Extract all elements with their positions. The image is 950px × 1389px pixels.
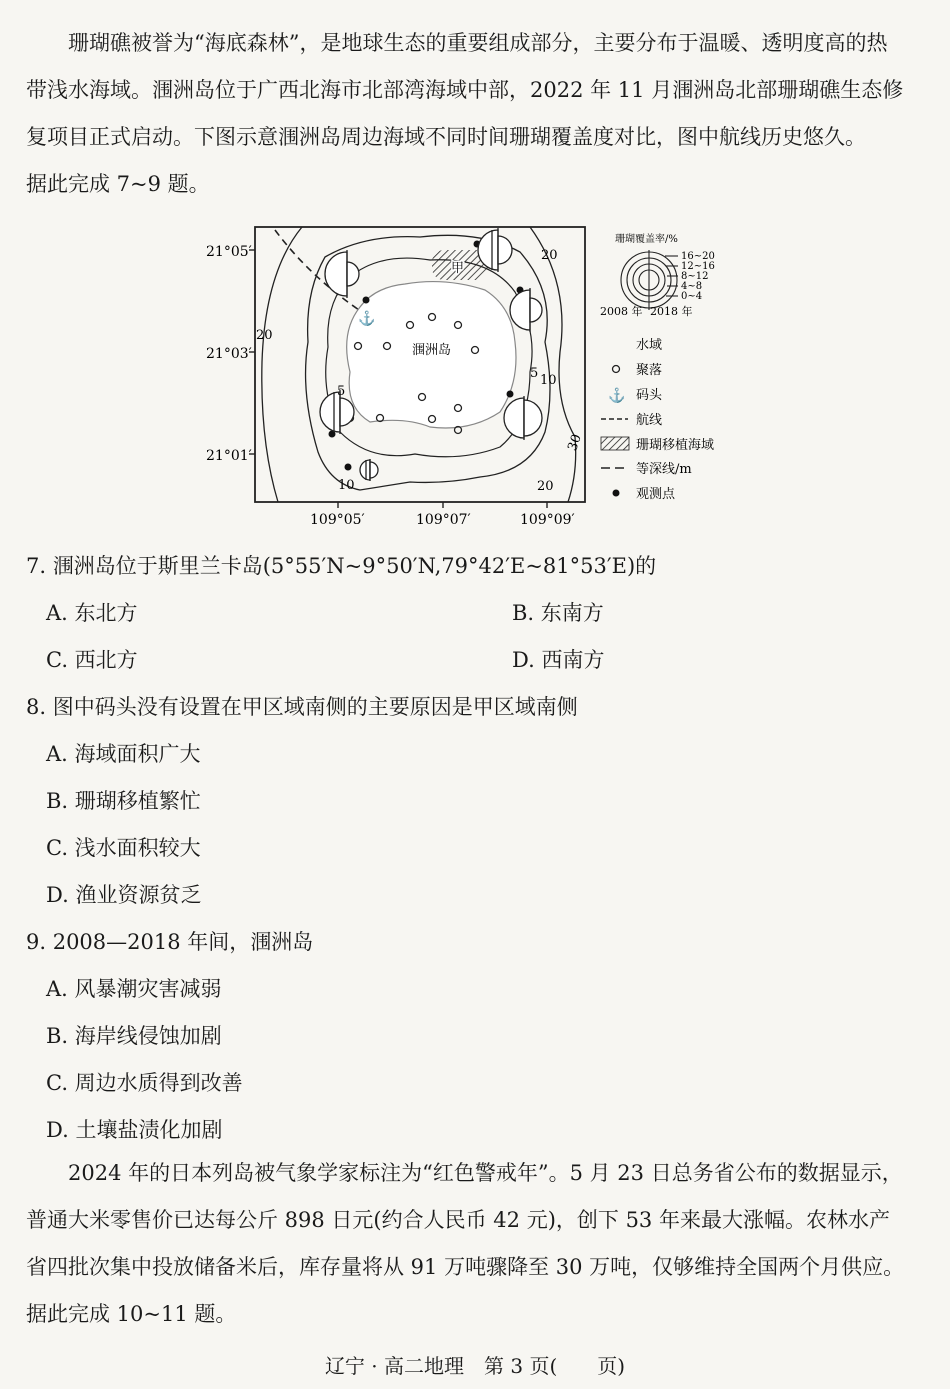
contour-label: 20 xyxy=(256,328,273,343)
intro-line: 复项目正式启动。下图示意涠洲岛周边海域不同时间珊瑚覆盖度对比，图中航线历史悠久。 xyxy=(26,125,866,149)
question-7-option-c: C. 西北方 xyxy=(46,648,138,672)
legend-water: 水域 xyxy=(636,338,663,353)
legend-observation: 观测点 xyxy=(636,487,676,502)
legend-coverage-symbol xyxy=(621,250,678,310)
contour-label: 10 xyxy=(338,478,355,493)
question-7-stem: 7. 涠洲岛位于斯里兰卡岛(5°55′N~9°50′N,79°42′E~81°53′E)的 xyxy=(26,554,657,578)
lon-label: 109°07′ xyxy=(416,512,471,528)
question-8-option-b: B. 珊瑚移植繁忙 xyxy=(46,789,201,813)
lat-label: 21°01′ xyxy=(206,448,252,464)
legend-year-2018: 2018 年 xyxy=(650,305,693,318)
legend-transplant-icon xyxy=(601,437,629,450)
question-7-option-d: D. 西南方 xyxy=(512,648,605,672)
legend-coverage-title: 珊瑚覆盖率/% xyxy=(615,234,678,245)
contour-label: 5 xyxy=(530,366,539,381)
intro-paragraph-2 xyxy=(26,1150,926,1338)
question-8-option-c: C. 浅水面积较大 xyxy=(46,836,201,860)
legend-route: 航线 xyxy=(636,413,663,428)
page-footer: 辽宁 · 高二地理 第 3 页( 页) xyxy=(324,1354,626,1378)
legend-range: 8~12 xyxy=(681,271,709,282)
lon-label: 109°09′ xyxy=(520,512,575,528)
intro-line: 省四批次集中投放储备米后，库存量将从 91 万吨骤降至 30 万吨，仅够维持全国两个月供应。 xyxy=(26,1255,905,1279)
contour-label: 20 xyxy=(541,248,558,263)
legend-range: 16~20 xyxy=(681,251,715,262)
contour-label: 10 xyxy=(540,373,557,388)
contour-20m xyxy=(530,227,576,502)
question-9-option-d: D. 土壤盐渍化加剧 xyxy=(46,1118,223,1142)
legend-range: 12~16 xyxy=(681,261,715,272)
lon-label: 109°05′ xyxy=(310,512,365,528)
intro-line: 据此完成 10~11 题。 xyxy=(26,1302,237,1326)
legend-settlement-icon xyxy=(613,366,620,373)
question-8-option-a: A. 海域面积广大 xyxy=(46,742,201,766)
question-8-stem: 8. 图中码头没有设置在甲区域南侧的主要原因是甲区域南侧 xyxy=(26,695,578,719)
question-9-stem: 9. 2008—2018 年间，涠洲岛 xyxy=(26,930,314,954)
contour-label: 20 xyxy=(537,479,554,494)
intro-line: 据此完成 7~9 题。 xyxy=(26,172,210,196)
legend-anchor-icon: ⚓ xyxy=(608,388,626,404)
contour-label: 5 xyxy=(337,384,346,399)
intro-paragraph-1 xyxy=(26,20,926,208)
lat-label: 21°05′ xyxy=(206,244,252,260)
intro-line: 珊瑚礁被誉为“海底森林”，是地球生态的重要组成部分，主要分布于温暖、透明度高的热 xyxy=(68,31,888,55)
contour-label: 30 xyxy=(565,432,586,454)
question-9-option-a: A. 风暴潮灾害减弱 xyxy=(46,977,222,1001)
legend-settlement: 聚落 xyxy=(636,363,663,378)
legend-transplant: 珊瑚移植海域 xyxy=(636,438,715,453)
question-9-option-c: C. 周边水质得到改善 xyxy=(46,1071,243,1095)
legend-range: 0~4 xyxy=(681,291,703,302)
coral-coverage-map xyxy=(200,222,760,532)
lat-label: 21°03′ xyxy=(206,346,252,362)
legend-contour: 等深线/m xyxy=(636,462,692,477)
question-7-option-a: A. 东北方 xyxy=(46,601,138,625)
anchor-icon: ⚓ xyxy=(358,311,376,327)
intro-line: 普通大米零售价已达每公斤 898 日元(约合人民币 42 元)，创下 53 年来最大涨幅。农林水产 xyxy=(26,1208,890,1232)
island-label: 涠洲岛 xyxy=(412,343,452,358)
question-8-option-d: D. 渔业资源贫乏 xyxy=(46,883,202,907)
legend-year-2008: 2008 年 xyxy=(600,305,643,318)
legend-range: 4~8 xyxy=(681,281,703,292)
legend-wharf: 码头 xyxy=(636,388,663,403)
contour-20m xyxy=(262,227,302,502)
intro-line: 带浅水海域。涠洲岛位于广西北海市北部湾海域中部，2022 年 11 月涠洲岛北部珊瑚礁生态修 xyxy=(26,78,904,102)
intro-line: 2024 年的日本列岛被气象学家标注为“红色警戒年”。5 月 23 日总务省公布的数据显示， xyxy=(68,1161,903,1185)
legend-observation-icon xyxy=(613,490,620,497)
question-7-option-b: B. 东南方 xyxy=(512,601,604,625)
area-label: 甲 xyxy=(451,261,465,276)
question-9-option-b: B. 海岸线侵蚀加剧 xyxy=(46,1024,222,1048)
